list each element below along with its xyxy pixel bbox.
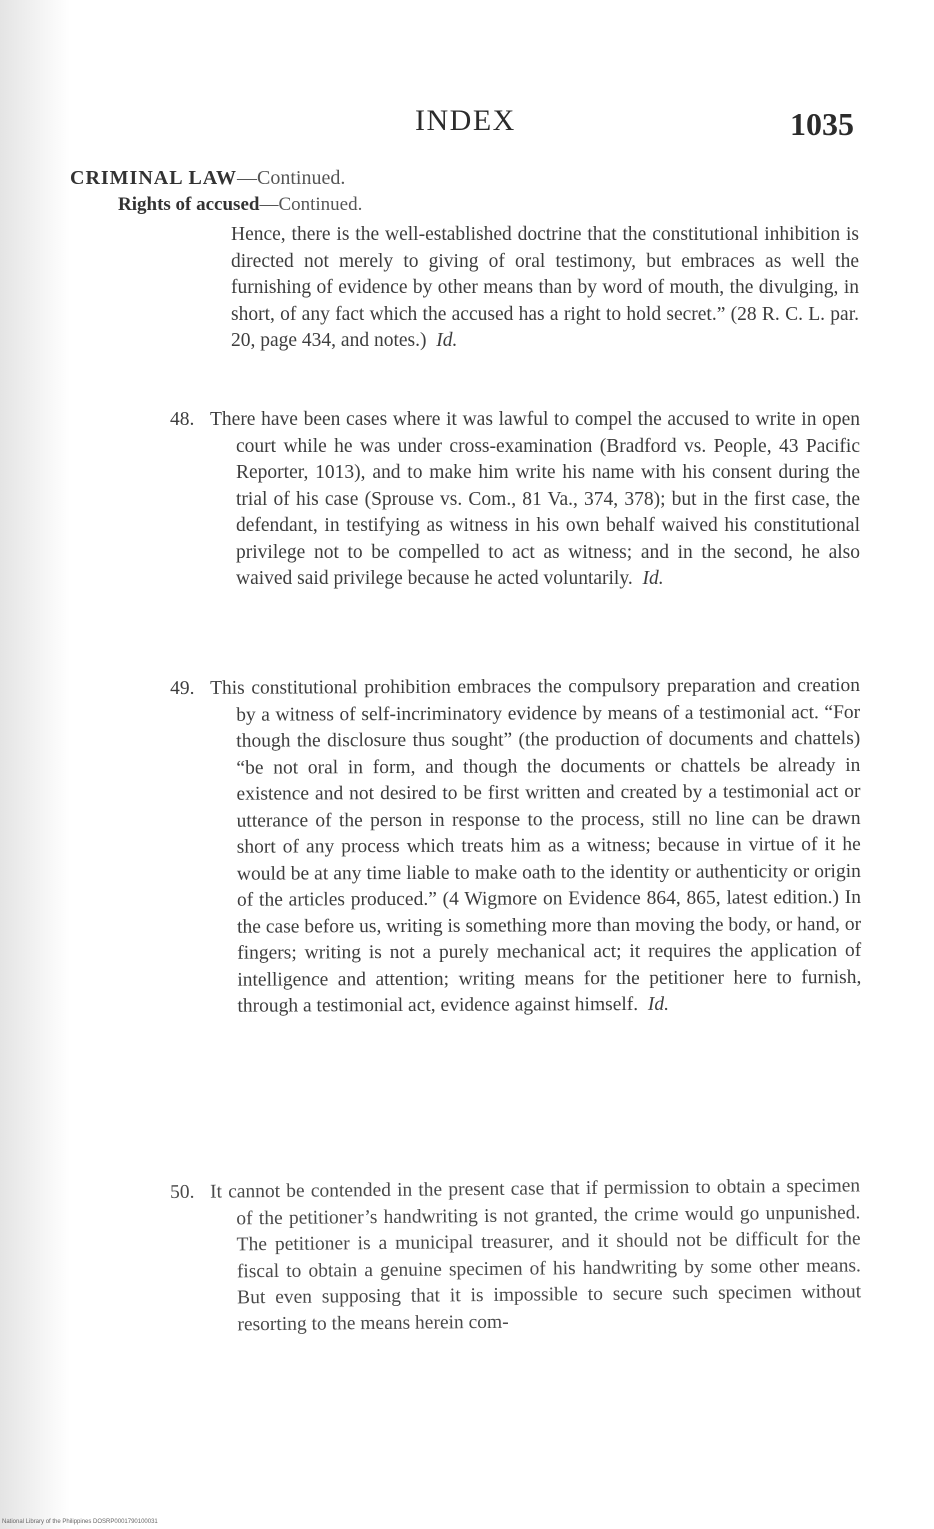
paragraph-48: [170, 407, 860, 593]
heading-main: CRIMINAL LAW: [70, 167, 238, 189]
index-subheading: [118, 194, 362, 216]
heading-continued: —Continued.: [237, 167, 346, 189]
id-citation: Id.: [647, 993, 670, 1015]
paragraph-number: 50.: [170, 1181, 195, 1203]
id-citation: Id.: [642, 568, 664, 589]
intro-text: Hence, there is the well-established doctrine that the constitutional inhibition is directed not merely to giving of oral testimony, but embraces as well the furnishing of evidence by other means than by word of mouth, the divulging, in short, of any fact which the accused has a right to hold secret.” (28 R. C. L. par. 20, page 434, and notes.): [231, 224, 859, 351]
intro-paragraph: [231, 222, 859, 355]
id-citation: Id.: [436, 330, 458, 351]
page-title: INDEX: [415, 104, 516, 137]
scan-footer: National Library of the Philippines DOSRP0001790100031: [2, 1519, 158, 1525]
page-edge-shadow: [0, 0, 70, 1529]
subheading-continued: —Continued.: [259, 194, 363, 215]
page-number: 1035: [790, 106, 854, 142]
paragraph-text: It cannot be contended in the present case that if permission to obtain a specimen of the petitioner’s handwriting is not granted, the crime would go unpunished. The petitioner is a municipal treasurer, and it should not be difficult for the fiscal to obtain a genuine specimen of his handwriting by some other means. But even supposing that it is impossible to secure such specimen without resorting to the means herein com-: [210, 1175, 862, 1335]
paragraph-number: 49.: [170, 677, 195, 699]
running-header: [0, 104, 934, 148]
index-heading: [70, 167, 345, 190]
paragraph-49: [170, 673, 861, 1021]
paragraph-text: This constitutional prohibition embraces the compulsory preparation and creation by a witness of self-incriminatory evidence by means of a testimonial act. “For though the disclosure thus sought” (the production of documents and chattels) “be not oral in form, and though the documents or chattels be already in existence and not desired to be first written and created by a testimonial act or utterance of the person in response to the process, still no line can be drawn short of any process which treats him as a witness; because in virtue of it he would be at any time liable to make oath to the identity or authenticity or origin of the articles produced.” (4 Wigmore on Evidence 864, 865, latest edition.) In the case before us, writing is something more than moving the body, or hand, or fingers; writing is not a purely mechanical act; it requires the application of intelligence and attention; writing means for the petitioner here to furnish, through a testimonial act, evidence against himself.: [210, 674, 862, 1017]
subheading-main: Rights of accused: [118, 194, 260, 215]
paragraph-text: There have been cases where it was lawful to compel the accused to write in open court while he was under cross-examination (Bradford vs. People, 43 Pacific Reporter, 1013), and to make him write his name with his consent during the trial of his case (Sprouse vs. Com., 81 Va., 374, 378); but in the first case, the defendant, in testifying as witness in his own behalf waived his constitutional privilege not to be compelled to act as witness; and in the second, he also waived said privilege because he acted voluntarily.: [210, 409, 860, 589]
paragraph-number: 48.: [170, 409, 195, 430]
paragraph-50: [170, 1173, 861, 1339]
